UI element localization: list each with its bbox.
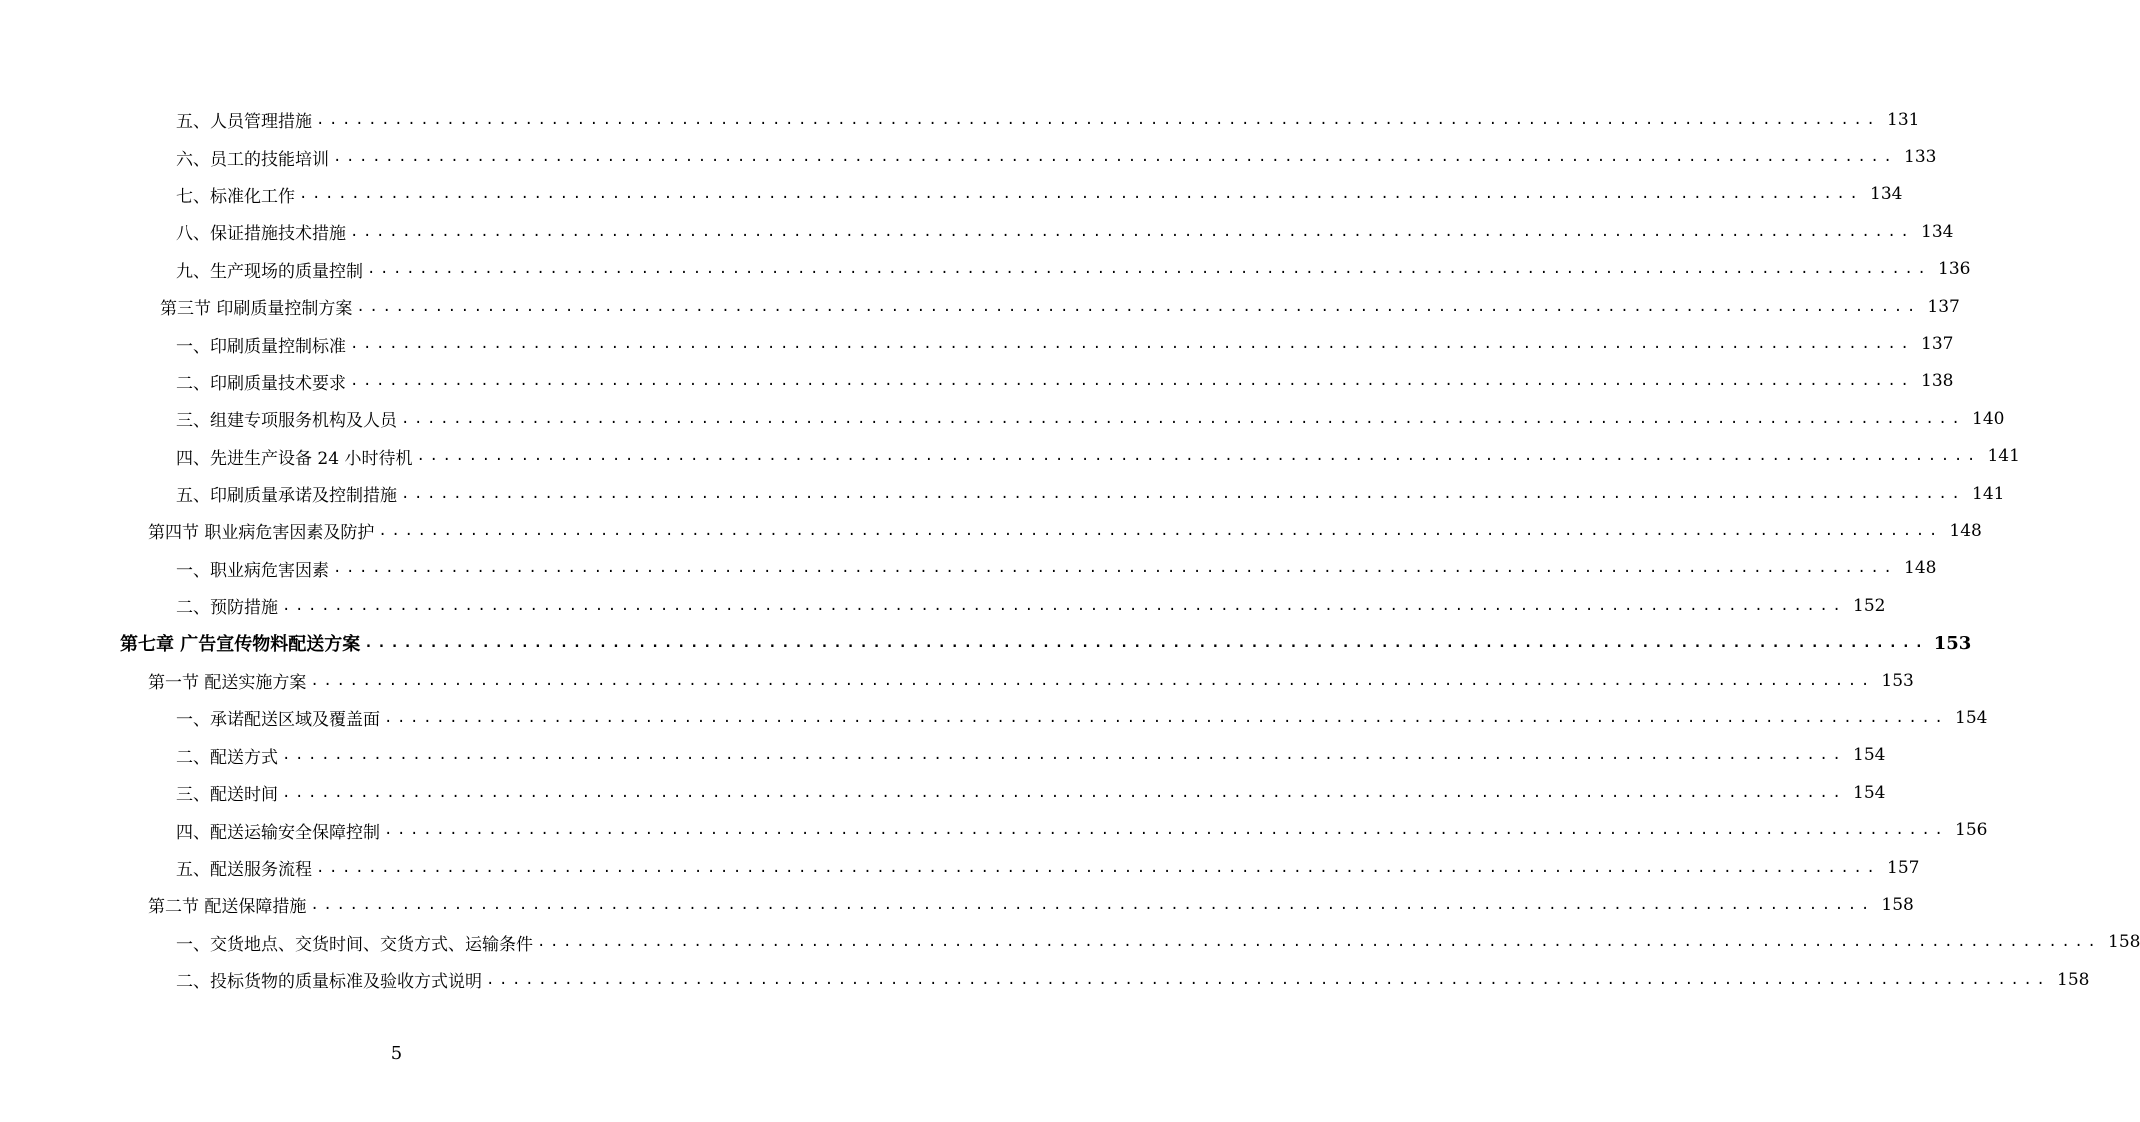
toc-item-entry[interactable]: [0, 138, 1937, 175]
toc-item-entry[interactable]: [0, 811, 1988, 848]
toc-item-entry[interactable]: [0, 737, 1886, 774]
dot-leader: ........................................................................................................................: [416, 448, 1980, 465]
toc-entry-page: 153: [1881, 670, 1914, 691]
toc-entry-title: 五、印刷质量承诺及控制措施: [176, 486, 397, 507]
dot-leader: ........................................................................................................................: [384, 709, 1948, 726]
toc-entry-title: 第三节 印刷质量控制方案: [160, 299, 353, 320]
toc-entry-page: 156: [1955, 820, 1988, 841]
toc-entry-page: 140: [1972, 408, 2005, 429]
toc-entry-title: 第二节 配送保障措施: [148, 897, 307, 918]
dot-leader: ........................................................................................................................: [350, 373, 1914, 390]
toc-item-entry[interactable]: [0, 961, 2090, 998]
toc-item-entry[interactable]: [0, 213, 1954, 250]
toc-entry-page: 138: [1921, 371, 1954, 392]
toc-entry-title: 九、生产现场的质量控制: [176, 261, 363, 282]
toc-entry-title: 二、预防措施: [176, 598, 278, 619]
dot-leader: ........................................................................................................................: [310, 896, 1874, 913]
dot-leader: ........................................................................................................................: [378, 522, 1942, 539]
toc-item-entry[interactable]: [0, 325, 1954, 362]
toc-entry-title: 第七章 广告宣传物料配送方案: [120, 634, 361, 656]
toc-section-entry[interactable]: [0, 886, 1914, 923]
toc-entry-title: 一、交货地点、交货时间、交货方式、运输条件: [176, 934, 533, 955]
dot-leader: ........................................................................................................................: [384, 822, 1948, 839]
toc-item-entry[interactable]: [0, 849, 1920, 886]
toc-item-entry[interactable]: [0, 101, 1920, 138]
toc-entry-page: 152: [1853, 595, 1886, 616]
toc-entry-title: 一、印刷质量控制标准: [176, 336, 346, 357]
dot-leader: ........................................................................................................................: [537, 934, 2101, 951]
toc-item-entry[interactable]: [0, 400, 2005, 437]
toc-entry-title: 八、保证措施技术措施: [176, 224, 346, 245]
dot-leader: ........................................................................................................................: [316, 859, 1880, 876]
toc-chapter-entry[interactable]: [0, 624, 1972, 661]
toc-entry-page: 158: [2057, 969, 2090, 990]
toc-section-entry[interactable]: [0, 288, 1960, 325]
toc-entry-page: 137: [1921, 334, 1954, 355]
toc-entry-title: 二、印刷质量技术要求: [176, 373, 346, 394]
dot-leader: ........................................................................................................................: [299, 186, 1863, 203]
dot-leader: ........................................................................................................................: [282, 597, 1846, 614]
toc-entry-page: 141: [1987, 446, 2020, 467]
toc-item-entry[interactable]: [0, 774, 1886, 811]
page-number: 5: [390, 1043, 403, 1064]
dot-leader: ........................................................................................................................: [316, 111, 1880, 128]
toc-entry-page: 158: [2108, 932, 2140, 953]
dot-leader: ........................................................................................................................: [401, 410, 1965, 427]
toc-item-entry[interactable]: [0, 475, 2005, 512]
toc-item-entry[interactable]: [0, 924, 2140, 961]
dot-leader: ........................................................................................................................: [350, 223, 1914, 240]
toc-entry-title: 一、职业病危害因素: [176, 560, 329, 581]
toc-entry-page: 148: [1949, 520, 1982, 541]
toc-item-entry[interactable]: [0, 251, 1971, 288]
toc-entry-page: 148: [1904, 558, 1937, 579]
dot-leader: ........................................................................................................................: [367, 261, 1931, 278]
toc-entry-title: 六、员工的技能培训: [176, 149, 329, 170]
table-of-contents: [0, 101, 2140, 998]
toc-entry-page: 136: [1938, 259, 1971, 280]
toc-entry-page: 158: [1881, 894, 1914, 915]
toc-entry-title: 二、配送方式: [176, 747, 278, 768]
toc-entry-title: 五、人员管理措施: [176, 112, 312, 133]
dot-leader: ........................................................................................................................: [333, 560, 1897, 577]
toc-item-entry[interactable]: [0, 550, 1937, 587]
toc-item-entry[interactable]: [0, 699, 1988, 736]
toc-entry-page: 153: [1933, 632, 1972, 654]
toc-entry-page: 154: [1955, 707, 1988, 728]
toc-entry-title: 三、配送时间: [176, 785, 278, 806]
toc-entry-title: 第一节 配送实施方案: [148, 673, 307, 694]
toc-item-entry[interactable]: [0, 587, 1886, 624]
dot-leader: ........................................................................................................................: [350, 336, 1914, 353]
toc-entry-page: 154: [1853, 745, 1886, 766]
toc-entry-title: 七、标准化工作: [176, 186, 295, 207]
toc-section-entry[interactable]: [0, 662, 1914, 699]
toc-entry-title: 五、配送服务流程: [176, 860, 312, 880]
dot-leader: ........................................................................................................................: [401, 485, 1965, 502]
toc-item-entry[interactable]: [0, 438, 2020, 475]
dot-leader: ........................................................................................................................: [282, 784, 1846, 801]
dot-leader: ........................................................................................................................: [364, 635, 1928, 652]
toc-section-entry[interactable]: [0, 512, 1982, 549]
toc-entry-title: 四、先进生产设备 24 小时待机: [176, 448, 413, 469]
dot-leader: ........................................................................................................................: [333, 149, 1897, 166]
toc-entry-page: 137: [1927, 296, 1960, 317]
toc-entry-title: 三、组建专项服务机构及人员: [176, 411, 397, 432]
dot-leader: ........................................................................................................................: [356, 298, 1920, 315]
toc-entry-page: 154: [1853, 782, 1886, 803]
dot-leader: ........................................................................................................................: [282, 747, 1846, 764]
toc-entry-page: 134: [1870, 184, 1903, 205]
toc-entry-page: 134: [1921, 221, 1954, 242]
toc-item-entry[interactable]: [0, 363, 1954, 400]
toc-entry-page: 141: [1972, 483, 2005, 504]
toc-entry-title: 二、投标货物的质量标准及验收方式说明: [176, 972, 482, 993]
dot-leader: ........................................................................................................................: [310, 672, 1874, 689]
toc-entry-page: 131: [1887, 109, 1920, 130]
toc-entry-page: 157: [1887, 857, 1920, 878]
dot-leader: ........................................................................................................................: [486, 971, 2050, 988]
toc-entry-page: 133: [1904, 147, 1937, 168]
toc-entry-title: 四、配送运输安全保障控制: [176, 822, 380, 843]
toc-entry-title: 第四节 职业病危害因素及防护: [148, 523, 375, 544]
toc-item-entry[interactable]: [0, 176, 1903, 213]
toc-entry-title: 一、承诺配送区域及覆盖面: [176, 710, 380, 731]
